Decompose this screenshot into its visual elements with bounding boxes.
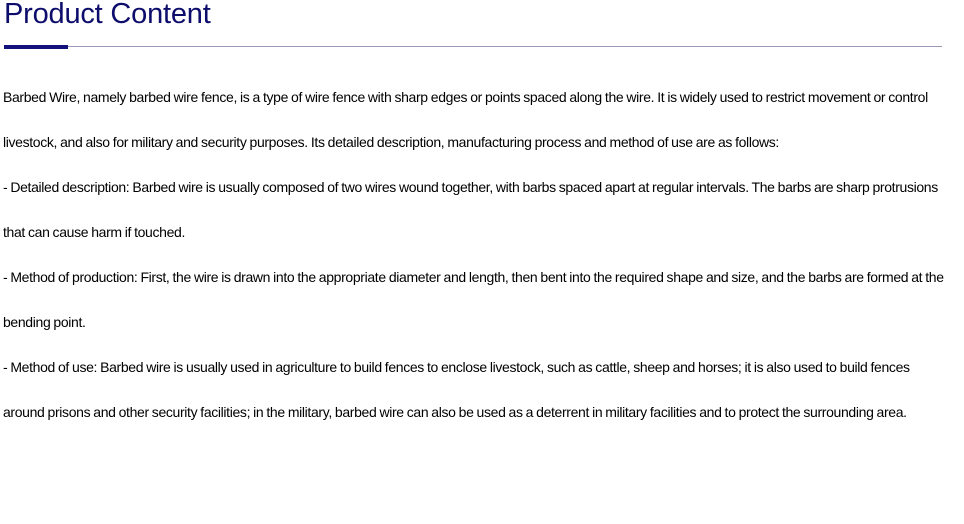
header-accent-bar xyxy=(4,45,68,49)
intro-paragraph: Barbed Wire, namely barbed wire fence, is a type of wire fence with sharp edges or points spaced along the wire. It is widely used to restrict movement or control livestock, and also for military and security purposes. Its detailed description, manufacturing process and method of use are as follows: xyxy=(3,89,928,150)
product-description xyxy=(3,75,947,435)
production-method-paragraph: - Method of production: First, the wire is drawn into the appropriate diameter and length, then bent into the required shape and size, and the barbs are formed at the bending point. xyxy=(3,269,944,330)
header-divider xyxy=(4,46,942,47)
section-header xyxy=(4,0,944,50)
section-title: Product Content xyxy=(4,0,211,30)
usage-method-paragraph: - Method of use: Barbed wire is usually used in agriculture to build fences to enclose livestock, such as cattle, sheep and horses; it is also used to build fences around prisons and other security facilities; in the military, barbed wire can also be used as a deterrent in military facilities and to protect the surrounding area. xyxy=(3,359,910,420)
detailed-description-paragraph: - Detailed description: Barbed wire is usually composed of two wires wound together, with barbs spaced apart at regular intervals. The barbs are sharp protrusions that can cause harm if touched. xyxy=(3,179,938,240)
